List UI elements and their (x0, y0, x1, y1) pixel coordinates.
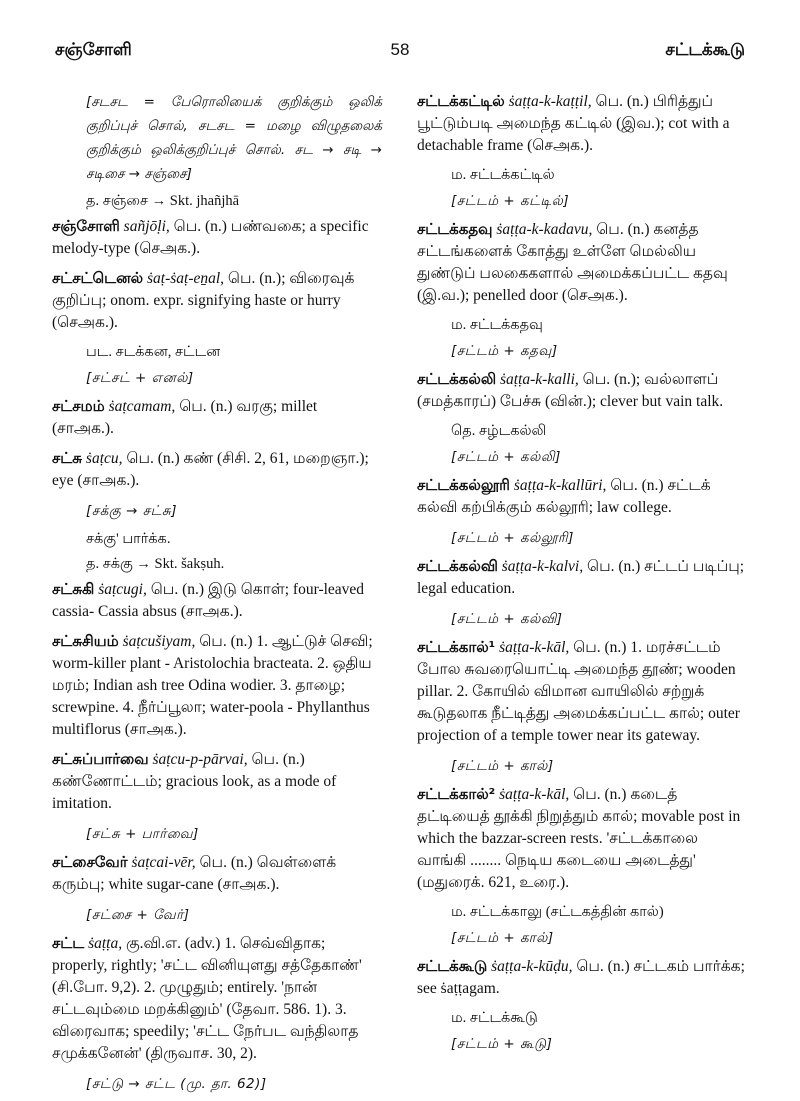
transliteration: ṡaṭcušiyam, (122, 633, 196, 650)
etymology-note: [சக்கு → சட்சு] (86, 503, 177, 519)
definition: பெ. (n.) பிரித்துப் பூட்டும்படி அமைந்த கட்டில் (இவ.); cot with a detachable frame (செஅக.). (417, 93, 730, 154)
dictionary-entry (52, 851, 382, 896)
etymology-note: [சட்டம் + கல்லூரி] (451, 530, 574, 546)
cognate-line: த. சக்கு → Skt. šakṣuh. (86, 556, 225, 572)
dictionary-entry (417, 218, 750, 307)
definition: பெ. (n.) இடு கொள்; four-leaved cassia- Cassia absus (சாஅக.). (52, 581, 365, 620)
definition: பெ. (n.) சட்டகம் பார்க்க; see ṡaṭṭagam. (417, 958, 745, 997)
transliteration: ṡaṭṭa-k-kāl, (499, 786, 570, 803)
etymology-note: [சட்டம் + கூடு] (451, 1036, 553, 1052)
page-header (55, 40, 745, 70)
etymology-note: [சட்டு → சட்ட (மு. தா. 62)] (86, 1076, 267, 1092)
transliteration: ṡaṭṭa-k-kalvi, (501, 558, 584, 575)
headword: சட்சமம் (52, 397, 105, 415)
definition: பெ. (n.); வல்லாளப் (சமத்காரப்) பேச்சு (வின்.); clever but vain talk. (417, 371, 724, 410)
transliteration: ṡaṭcu, (85, 450, 123, 467)
transliteration: ṡaṭṭa-k-kūḍu, (491, 958, 573, 975)
definition: பெ. (n.) பண்வகை; a specific melody-type (செஅக.). (52, 218, 369, 257)
headword: சட்டக்கல்வி (417, 557, 498, 575)
dictionary-entry (417, 636, 750, 747)
definition: பெ. (n.) 1. மரச்சட்டம் போல சுவரையொட்டி அமைந்த தூண்; wooden pillar. 2. கோயில் விமான வாயிலில் சற்றுக் கூடுதலாக நீட்டித்து அமைக்கப்பட்ட கால்; outer projection of a temple tower near its gateway. (417, 639, 740, 744)
dictionary-entry (52, 267, 382, 334)
transliteration: ṡaṭcamam, (108, 398, 176, 415)
cognate-line: பட. சடக்கன, சட்டன (86, 344, 221, 360)
definition: பெ. (n.); விரைவுக் குறிப்பு; onom. expr. signifying haste or hurry (செஅக.). (52, 270, 355, 331)
right-column (417, 90, 750, 1061)
etymology-note: [சட்டம் + கதவு] (451, 343, 558, 359)
cognate-line: ம. சட்டக்கட்டில் (451, 167, 555, 183)
dictionary-entry (52, 447, 382, 492)
transliteration: ṡaṭṭa-k-kāl, (499, 639, 570, 656)
left-column (52, 90, 382, 1101)
header-right-guideword: சட்டக்கூடு (665, 40, 745, 60)
dictionary-entry (52, 395, 382, 440)
dictionary-entry (417, 555, 750, 600)
headword: சஞ்சோளி (52, 217, 120, 235)
definition: பெ. (n.) கண் (சிசி. 2, 61, மறைஞா.); eye (சாஅக.). (52, 450, 369, 489)
cognate-line: ம. சட்டக்கூடு (451, 1010, 538, 1026)
headword: சட்டக்கதவு (417, 220, 493, 238)
dictionary-entry (52, 748, 382, 815)
transliteration: ṡaṭcai-vēr, (131, 854, 196, 871)
etymology-note: [சட்டம் + கல்லி] (451, 449, 561, 465)
etymology-note: [சட்டம் + கால்] (451, 930, 554, 946)
definition: பெ. (n.) கடைத் தட்டியைத் தூக்கி நிறுத்தும் கால்; movable post in which the bazzar-screen rests. 'சட்டக்காலை வாங்கி ........ நெடிய கடையை அடைத்து' (மதுரைக். 621, உரை.). (417, 786, 741, 891)
page-number: 58 (390, 40, 410, 59)
definition: பெ. (n.) சட்டப் படிப்பு; legal education. (417, 558, 745, 597)
etymology-note: [சட்சட் + எனல்] (86, 370, 194, 386)
definition: பெ. (n.) வரகு; millet (சாஅக.). (52, 398, 318, 437)
headword: சட்டக்கால்¹ (417, 638, 496, 656)
etymology-note: [சட்டம் + கால்] (451, 758, 554, 774)
cognate-line: ம. சட்டக்காலு (சட்டகத்தின் கால்) (451, 904, 664, 920)
definition: பெ. (n.) 1. ஆட்டுச் செவி; worm-killer plant - Aristolochia bracteata. 2. ஒதிய மரம்; Indian ash tree Odina wodier. 3. தாழை; screwpine. 4. நீர்ப்பூலா; water-poola - Phyllanthus multiflorus (சாஅக.). (52, 633, 373, 738)
etymology-note: [சட்டம் + கல்வி] (451, 611, 563, 627)
dictionary-entry (52, 215, 382, 260)
headword: சட்சைவேர் (52, 853, 128, 871)
cognate-line: ம. சட்டக்கதவு (451, 317, 543, 333)
headword: சட்சுசியம் (52, 632, 119, 650)
dictionary-entry (417, 368, 750, 413)
headword: சட்சு (52, 449, 83, 467)
headword: சட்டக்கால்² (417, 785, 496, 803)
cognate-line: சக்கு' பார்க்க. (86, 531, 171, 547)
dictionary-entry (417, 783, 750, 894)
transliteration: ṡaṭṭa-k-kalli, (499, 371, 579, 388)
definition: பெ. (n.) கண்ணோட்டம்; gracious look, as a mode of imitation. (52, 751, 337, 812)
headword: சட்ட (52, 934, 85, 952)
etymology-note: [சட்சை + வேர்] (86, 907, 190, 923)
headword: சட்சுப்பார்வை (52, 750, 149, 768)
dictionary-entry (417, 90, 750, 157)
transliteration: ṡaṭṭa-k-kaṭṭil, (508, 93, 592, 110)
definition: பெ. (n.) வெள்ளைக் கரும்பு; white sugar-cane (சாஅக.). (52, 854, 337, 893)
cognate-line: தெ. சழ்டகல்லி (451, 423, 547, 439)
transliteration: ṡaṭ-ṡaṭ-eṉal, (146, 270, 225, 287)
headword: சட்டக்கட்டில் (417, 92, 505, 110)
etymology-note: [சடசட = பேரொலியைக் குறிக்கும் ஒலிக் குறிப்புச் சொல், சடசட = மழை விழுதலைக் குறிக்கும் ஒலிக்குறிப்புச் சொல். சட → சடி → சடிசை → சஞ்சை] (86, 94, 382, 182)
headword: சட்சட்டெனல் (52, 269, 144, 287)
dictionary-entry (417, 955, 750, 1000)
etymology-note: [சட்டம் + கட்டில்] (451, 193, 570, 209)
transliteration: sañjōḷi, (123, 218, 170, 235)
dictionary-entry (52, 932, 382, 1065)
headword: சட்டக்கல்லி (417, 370, 497, 388)
definition: பெ. (n.) சட்டக் கல்வி கற்பிக்கும் கல்லூரி; law college. (417, 477, 711, 516)
headword: சட்டக்கூடு (417, 957, 488, 975)
header-left-guideword: சஞ்சோளி (55, 40, 132, 60)
transliteration: ṡaṭṭa, (88, 935, 123, 952)
definition: கு.வி.எ. (adv.) 1. செவ்விதாக; properly, rightly; 'சட்ட வினியுளது சத்தேகாண்' (சி.போ. 9,2). 2. முழுதும்; entirely. 'நான் சட்டவும்மை மறக்கினும்' (தேவா. 586. 1). 3. விரைவாக; speedily; 'சட்ட நேர்பட வந்திலாத சமுக்கனேன்' (திருவாச. 30, 2). (52, 935, 362, 1062)
transliteration: ṡaṭṭa-k-kadavu, (496, 221, 593, 238)
dictionary-entry (52, 578, 382, 623)
etymology-note: [சட்சு + பார்வை] (86, 826, 199, 842)
transliteration: ṡaṭcu-p-pārvai, (152, 751, 248, 768)
definition: பெ. (n.) கனத்த சட்டங்களைக் கோத்து உள்ளே மெல்லிய துண்டுப் பலகைகளால் அமைக்கப்பட்ட கதவு (இ.வ.); penelled door (செஅக.). (417, 221, 728, 304)
headword: சட்சுகி (52, 580, 95, 598)
transliteration: ṡaṭṭa-k-kallūri, (513, 477, 607, 494)
dictionary-entry (417, 474, 750, 519)
cognate-line: த. சஞ்சை → Skt. jhañjhā (86, 193, 240, 209)
transliteration: ṡaṭcugi, (98, 581, 147, 598)
headword: சட்டக்கல்லூரி (417, 476, 510, 494)
dictionary-entry (52, 630, 382, 741)
